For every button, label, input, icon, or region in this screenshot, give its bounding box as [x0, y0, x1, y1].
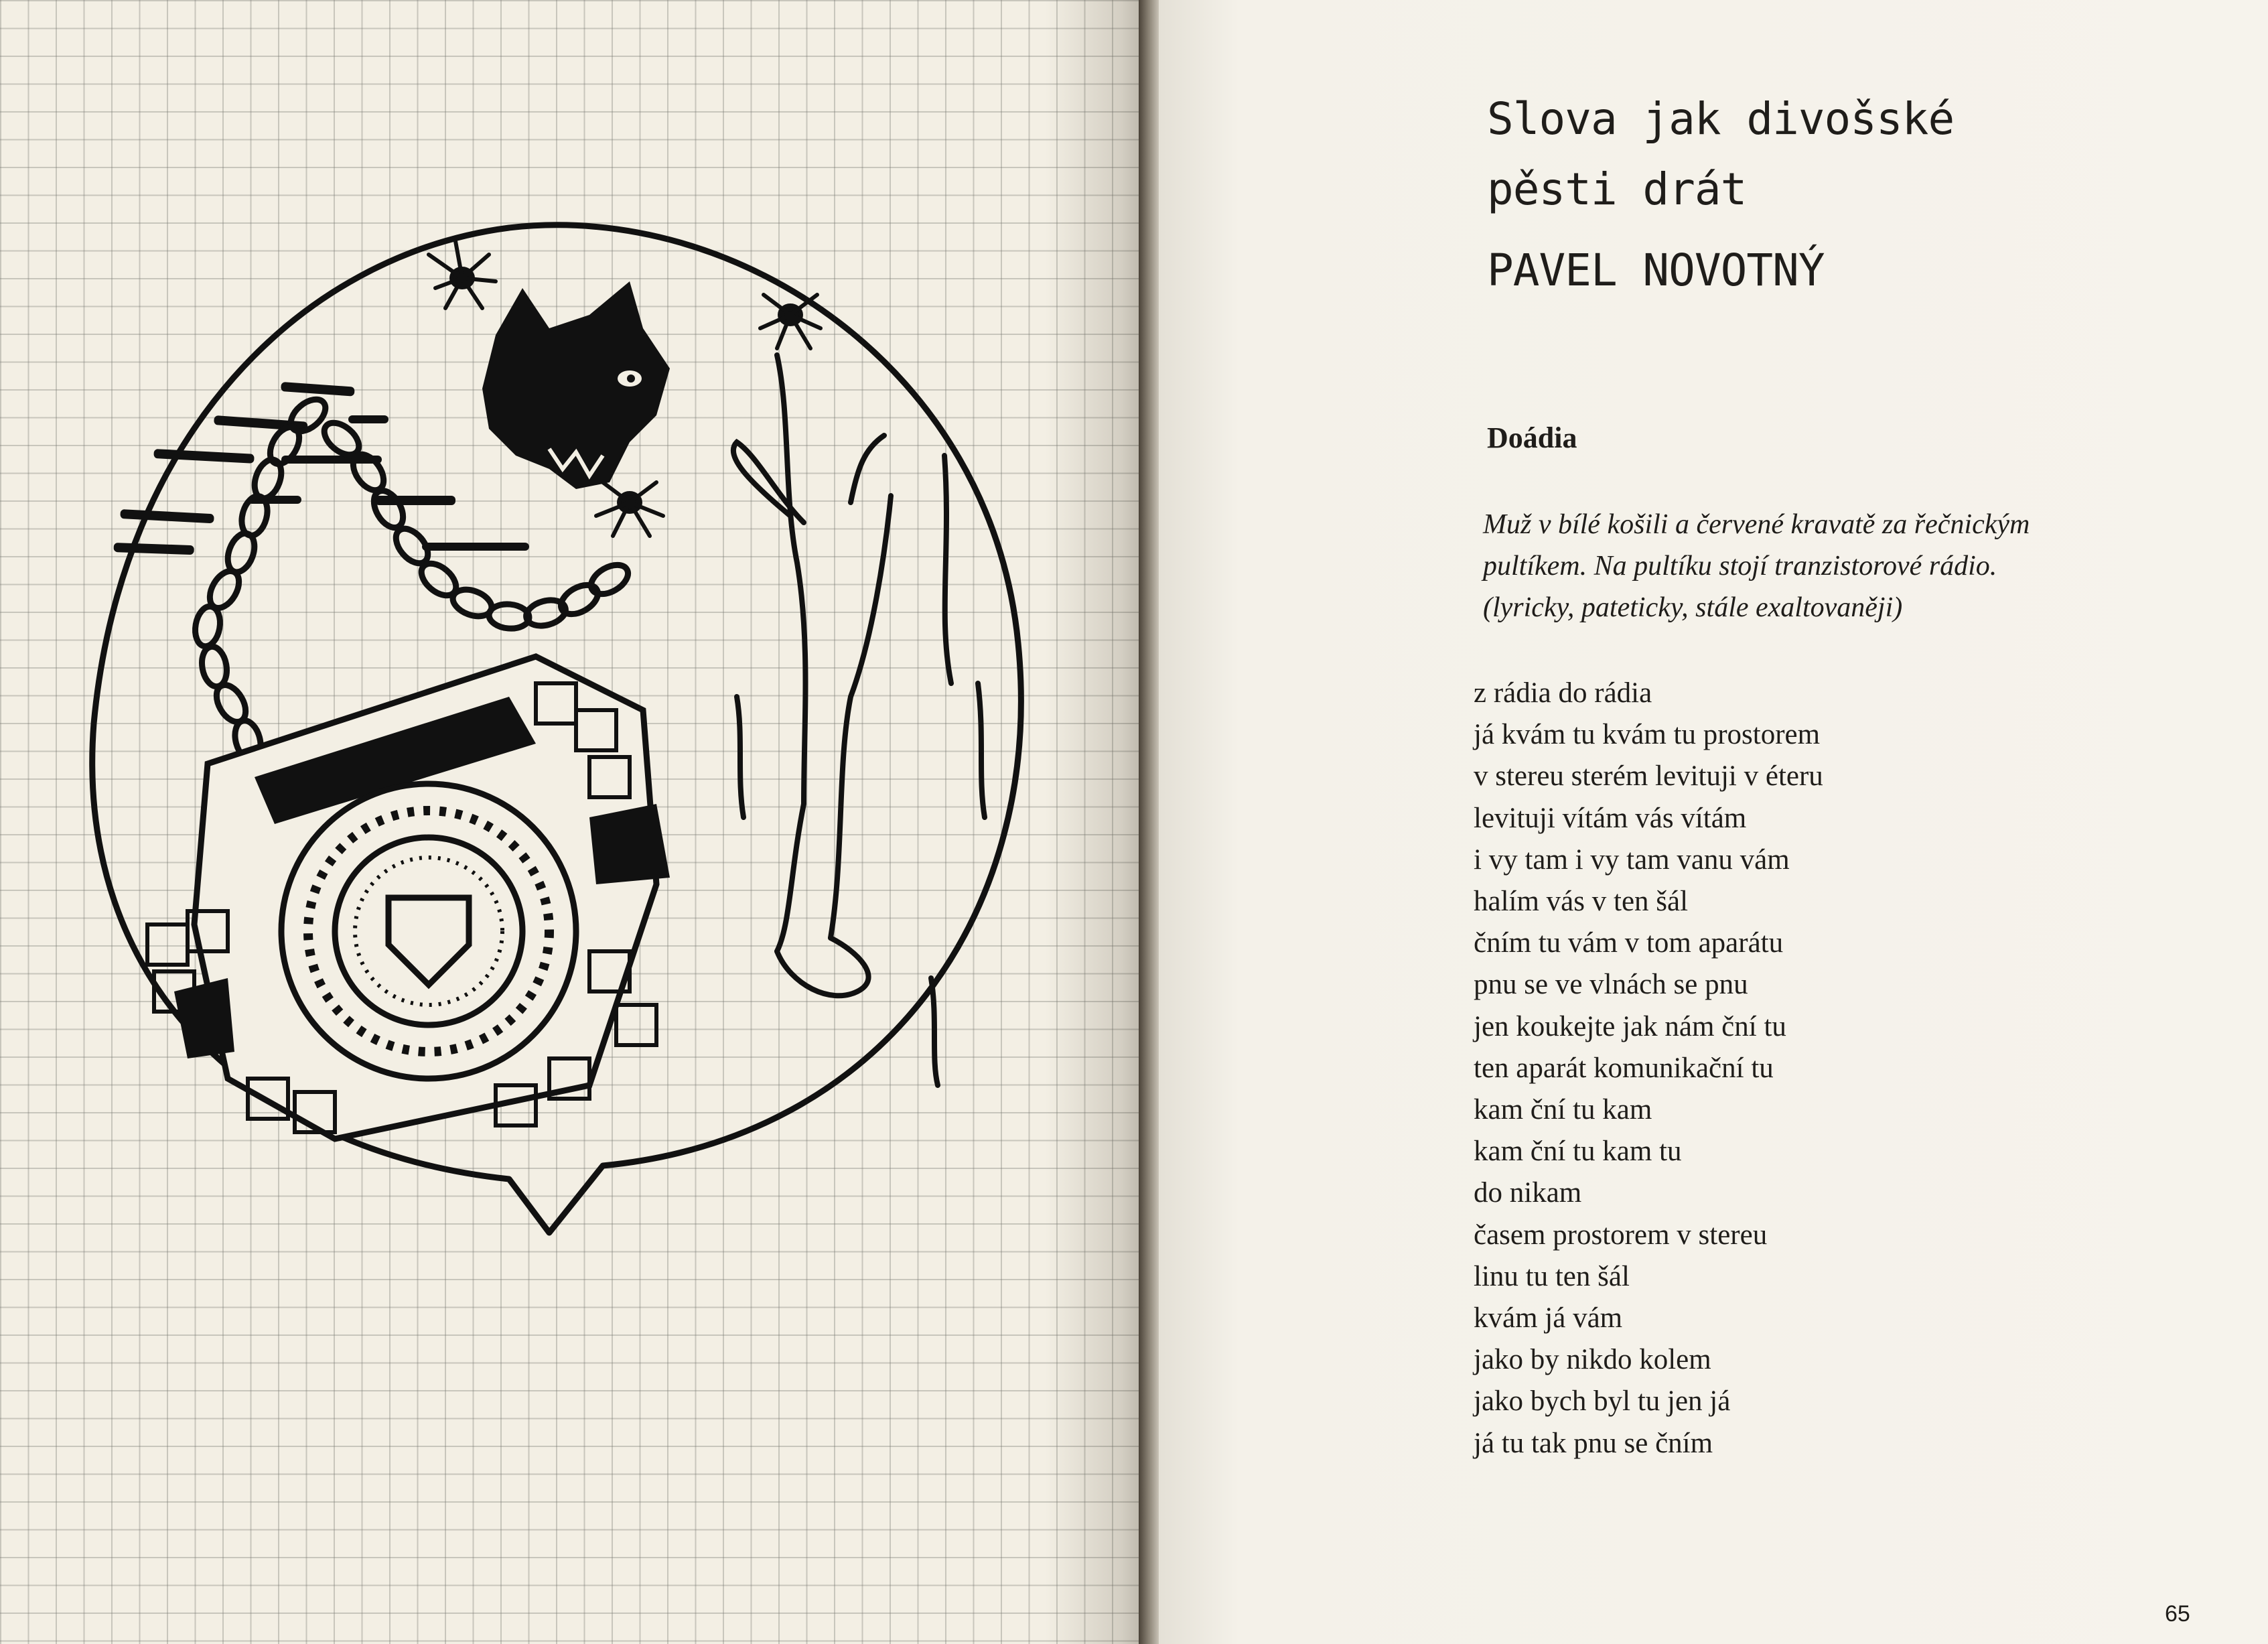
poem-line: časem prostorem v stereu	[1474, 1219, 1768, 1251]
poem-line: já kvám tu kvám tu prostorem	[1474, 719, 1821, 751]
poem-line: pnu se ve vlnách se pnu	[1474, 969, 1748, 1001]
poem-line: do nikam	[1474, 1177, 1582, 1209]
poem-collection-title	[1487, 84, 2157, 224]
radio-speaker-icon	[147, 657, 670, 1139]
poem-line: halím vás v ten šál	[1474, 886, 1689, 918]
title-line-1: Slova jak divošské	[1487, 93, 1955, 145]
stage-direction	[1483, 504, 2166, 628]
poem-line: čním tu vám v tom aparátu	[1474, 927, 1784, 959]
poem-body	[1474, 673, 2143, 1464]
poem-line: jen koukejte jak nám ční tu	[1474, 1010, 1786, 1042]
page-number: 65	[2165, 1601, 2190, 1627]
page-edge	[1139, 0, 1159, 1644]
stage-direction-line: (lyricky, pateticky, stále exaltovaněji)	[1483, 592, 1903, 623]
poem-line: z rádia do rádia	[1474, 677, 1652, 709]
title-line-2: pěsti drát	[1487, 163, 1747, 215]
section-heading: Doádia	[1487, 421, 1577, 454]
poem-line: jako bych byl tu jen já	[1474, 1385, 1731, 1418]
poem-line: v stereu sterém levituji v éteru	[1474, 760, 1823, 793]
poem-line: kvám já vám	[1474, 1302, 1623, 1334]
poem-line: jako by nikdo kolem	[1474, 1344, 1711, 1376]
author-name: PAVEL NOVOTNÝ	[1487, 245, 1825, 296]
poem-line: linu tu ten šál	[1474, 1260, 1630, 1292]
poem-line: levituji vítám vás vítám	[1474, 802, 1747, 834]
wolf-head-icon	[482, 281, 670, 489]
speech-bubble-drawing	[80, 214, 1072, 1259]
stage-direction-line: Muž v bílé košili a červené kravatě za řečnickým	[1483, 509, 2030, 540]
poem-line: kam ční tu kam	[1474, 1094, 1652, 1126]
poem-line: kam ční tu kam tu	[1474, 1136, 1682, 1168]
stage-direction-line: pultíkem. Na pultíku stojí tranzistorové rádio.	[1483, 551, 1997, 581]
poem-line: já tu tak pnu se čním	[1474, 1427, 1713, 1459]
tree-branch-icon	[733, 355, 985, 1085]
poem-line: ten aparát komunikační tu	[1474, 1052, 1774, 1084]
speed-lines-icon	[114, 382, 529, 555]
poem-line: i vy tam i vy tam vanu vám	[1474, 843, 1790, 876]
